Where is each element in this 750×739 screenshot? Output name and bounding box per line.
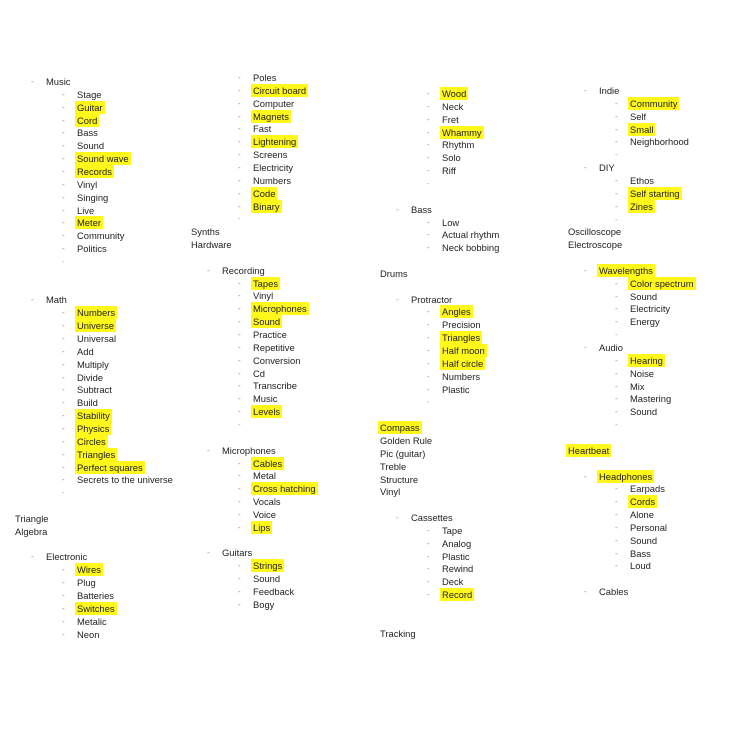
note-text: Precision xyxy=(442,319,481,331)
note-text: Cd xyxy=(253,367,265,379)
note-text: Community xyxy=(77,230,125,242)
bullet-icon: - xyxy=(238,394,241,404)
note-text: Universal xyxy=(77,333,117,344)
note-text: Sound xyxy=(630,290,658,302)
bullet-icon: - xyxy=(396,513,399,523)
highlighted-note-text: Wavelengths xyxy=(599,264,653,276)
bullet-icon: - xyxy=(238,291,241,301)
bullet-icon: - xyxy=(62,102,65,112)
highlighted-note-text: Code xyxy=(253,187,276,199)
bullet-icon: - xyxy=(427,564,430,574)
note-text: Low xyxy=(442,216,460,228)
bullet-icon: - xyxy=(615,330,618,340)
note-text: Neck xyxy=(442,100,464,112)
bullet-icon: - xyxy=(238,509,241,519)
bullet-icon: - xyxy=(62,603,65,613)
highlighted-note-text: Circles xyxy=(77,435,106,447)
bullet-icon: - xyxy=(62,321,65,331)
note-text: Neck bobbing xyxy=(442,242,500,254)
highlighted-note-text: Lightening xyxy=(253,136,297,148)
highlighted-note-text: Hearing xyxy=(630,354,663,366)
note-text: Plastic xyxy=(442,383,470,395)
bullet-icon: - xyxy=(238,497,241,507)
bullet-icon: - xyxy=(427,333,430,343)
bullet-icon: - xyxy=(238,368,241,378)
note-text: Electronic xyxy=(46,551,88,563)
bullet-icon: - xyxy=(62,578,65,588)
note-text: Bogy xyxy=(253,598,275,610)
bullet-icon: - xyxy=(238,471,241,481)
bullet-icon: - xyxy=(615,394,618,404)
note-text: Tracking xyxy=(380,627,416,639)
bullet-icon: - xyxy=(427,153,430,163)
bullet-icon: - xyxy=(584,86,587,95)
note-text: Multiply xyxy=(77,358,109,370)
highlighted-note-text: Community xyxy=(630,97,678,109)
bullet-icon: - xyxy=(238,419,241,429)
bullet-icon: - xyxy=(427,243,430,253)
note-text: Golden Rule xyxy=(380,434,433,446)
note-text: Build xyxy=(77,397,98,409)
highlighted-note-text: Magnets xyxy=(253,110,289,122)
highlighted-note-text: Numbers xyxy=(77,307,116,319)
highlighted-note-text: Guitar xyxy=(77,101,103,113)
highlighted-note-text: Wood xyxy=(442,88,467,99)
bullet-icon: - xyxy=(62,154,65,164)
bullet-icon: - xyxy=(238,561,241,571)
bullet-icon: - xyxy=(615,304,618,314)
bullet-icon: - xyxy=(62,231,65,241)
highlighted-note-text: Zines xyxy=(630,200,653,212)
highlighted-note-text: Perfect squares xyxy=(77,461,143,473)
bullet-icon: - xyxy=(62,89,65,99)
note-text: Treble xyxy=(380,460,407,472)
bullet-icon: - xyxy=(62,398,65,408)
bullet-icon: - xyxy=(62,115,65,125)
bullet-icon: - xyxy=(62,411,65,421)
bullet-icon: - xyxy=(427,307,430,317)
bullet-icon: - xyxy=(427,551,430,561)
note-text: Numbers xyxy=(253,174,292,186)
note-text: Subtract xyxy=(77,384,112,396)
note-text: Cables xyxy=(599,586,629,598)
note-text: Vinyl xyxy=(253,290,274,302)
bullet-icon: - xyxy=(615,188,618,198)
note-text: Sound xyxy=(630,406,658,418)
note-text: Energy xyxy=(630,316,660,328)
note-text: Loud xyxy=(630,560,651,572)
bullet-icon: - xyxy=(238,317,241,327)
bullet-icon: - xyxy=(427,358,430,368)
bullet-icon: - xyxy=(238,484,241,494)
bullet-icon: - xyxy=(238,175,241,185)
note-text: Hardware xyxy=(191,239,232,250)
note-text: Feedback xyxy=(253,586,295,597)
bullet-icon: - xyxy=(427,371,430,381)
highlighted-note-text: Physics xyxy=(77,422,110,434)
note-text: Computer xyxy=(253,97,295,109)
bullet-icon: - xyxy=(62,475,65,485)
note-text: Audio xyxy=(599,342,623,353)
note-text: Poles xyxy=(253,72,277,83)
highlighted-note-text: Half circle xyxy=(442,357,484,369)
highlighted-note-text: Cords xyxy=(630,496,656,508)
bullet-icon: - xyxy=(615,561,618,571)
bullet-icon: - xyxy=(62,385,65,395)
note-text: Noise xyxy=(630,367,654,379)
note-text: Electricity xyxy=(630,303,671,315)
note-text: Algebra xyxy=(15,525,48,537)
note-text: Neon xyxy=(77,628,100,640)
note-text: Mix xyxy=(630,380,645,392)
bullet-icon: - xyxy=(238,574,241,584)
bullet-icon: - xyxy=(396,204,399,214)
highlighted-note-text: Cord xyxy=(77,114,98,126)
note-text: Personal xyxy=(630,521,668,533)
bullet-icon: - xyxy=(615,510,618,520)
highlighted-note-text: Sound xyxy=(253,316,281,328)
bullet-icon: - xyxy=(427,384,430,394)
note-text: Tape xyxy=(442,524,463,536)
note-text: Vocals xyxy=(253,496,281,508)
note-text: Fast xyxy=(253,123,272,135)
bullet-icon: - xyxy=(238,188,241,198)
bullet-icon: - xyxy=(238,201,241,211)
bullet-icon: - xyxy=(62,218,65,228)
note-text: Stage xyxy=(77,88,102,100)
bullet-icon: - xyxy=(615,214,618,224)
note-text: Music xyxy=(46,76,71,87)
note-text: Electroscope xyxy=(568,239,623,251)
bullet-icon: - xyxy=(427,577,430,587)
bullet-icon: - xyxy=(62,372,65,382)
note-text: Bass xyxy=(411,203,432,215)
note-text: Voice xyxy=(253,508,276,520)
highlighted-note-text: Record xyxy=(442,589,473,601)
note-text: Mastering xyxy=(630,393,672,405)
bullet-icon: - xyxy=(427,538,430,548)
bullet-icon: - xyxy=(615,201,618,211)
bullet-icon: - xyxy=(62,423,65,433)
bullet-icon: - xyxy=(427,230,430,240)
note-text: Divide xyxy=(77,371,104,383)
bullet-icon: - xyxy=(238,407,241,417)
bullet-icon: - xyxy=(62,205,65,215)
bullet-icon: - xyxy=(615,368,618,378)
note-text: Batteries xyxy=(77,590,114,601)
bullet-icon: - xyxy=(427,179,430,188)
note-text: Screens xyxy=(253,149,288,161)
highlighted-note-text: Wires xyxy=(77,564,101,576)
bullet-icon: - xyxy=(238,599,241,609)
bullet-icon: - xyxy=(238,98,241,108)
bullet-icon: - xyxy=(584,163,587,173)
bullet-icon: - xyxy=(238,73,241,82)
bullet-icon: - xyxy=(615,278,618,288)
note-text: Triangle xyxy=(15,512,49,524)
bullet-icon: - xyxy=(62,192,65,202)
bullet-icon: - xyxy=(62,256,65,266)
bullet-icon: - xyxy=(207,265,210,275)
highlighted-note-text: Circuit board xyxy=(253,84,307,96)
bullet-icon: - xyxy=(238,381,241,391)
note-text: Plug xyxy=(77,577,96,589)
note-text: Sound xyxy=(253,573,281,585)
note-text: Riff xyxy=(442,165,456,177)
bullet-icon: - xyxy=(427,590,430,600)
bullet-icon: - xyxy=(584,587,587,597)
bullet-icon: - xyxy=(238,304,241,314)
note-text: Add xyxy=(77,345,94,357)
highlighted-note-text: Universe xyxy=(77,320,114,332)
note-text: Sound xyxy=(630,534,658,546)
bullet-icon: - xyxy=(615,98,618,108)
bullet-icon: - xyxy=(62,565,65,575)
highlighted-note-text: Tapes xyxy=(253,277,279,289)
note-text: Live xyxy=(77,204,95,216)
note-text: Analog xyxy=(442,537,472,549)
note-text: Electricity xyxy=(253,162,294,173)
highlighted-note-text: Stability xyxy=(77,410,110,422)
note-text: Earpads xyxy=(630,483,665,495)
note-text: Metalic xyxy=(77,615,107,627)
note-text: Bass xyxy=(630,547,651,559)
note-text: Drums xyxy=(380,267,408,279)
note-text: Metal xyxy=(253,470,276,482)
note-text: Numbers xyxy=(442,370,481,382)
bullet-icon: - xyxy=(615,420,618,430)
bullet-icon: - xyxy=(62,179,65,189)
highlighted-note-text: Angles xyxy=(442,306,471,318)
bullet-icon: - xyxy=(62,141,65,151)
note-text: Sound xyxy=(77,140,105,152)
note-text: Vinyl xyxy=(380,486,401,498)
bullet-icon: - xyxy=(615,497,618,507)
bullet-icon: - xyxy=(62,244,65,253)
highlighted-note-text: Cables xyxy=(253,457,283,469)
bullet-icon: - xyxy=(615,291,618,301)
bullet-icon: - xyxy=(615,150,618,160)
note-text: Secrets to the universe xyxy=(77,474,173,486)
highlighted-note-text: Small xyxy=(630,123,654,135)
bullet-icon: - xyxy=(238,458,241,468)
note-text: Synths xyxy=(191,226,220,238)
highlighted-note-text: Strings xyxy=(253,560,283,572)
note-text: Rhythm xyxy=(442,139,475,151)
bullet-icon: - xyxy=(615,381,618,391)
bullet-icon: - xyxy=(62,308,65,318)
bullet-icon: - xyxy=(427,114,430,124)
bullet-icon: - xyxy=(615,111,618,121)
bullet-icon: - xyxy=(238,137,241,147)
note-text: Protractor xyxy=(411,293,453,305)
bullet-icon: - xyxy=(238,214,241,224)
highlighted-note-text: Color spectrum xyxy=(630,277,694,289)
highlighted-note-text: Triangles xyxy=(442,332,481,344)
highlighted-note-text: Binary xyxy=(253,200,280,212)
bullet-icon: - xyxy=(62,462,65,472)
note-text: Self xyxy=(630,110,647,122)
highlighted-note-text: Compass xyxy=(380,422,420,434)
bullet-icon: - xyxy=(62,167,65,176)
bullet-icon: - xyxy=(238,522,241,532)
note-text: Bass xyxy=(77,127,98,139)
bullet-icon: - xyxy=(615,124,618,134)
bullet-icon: - xyxy=(615,407,618,417)
note-text: Structure xyxy=(380,473,419,485)
note-text: Singing xyxy=(77,191,109,203)
bullet-icon: - xyxy=(238,150,241,160)
bullet-icon: - xyxy=(62,629,65,639)
bullet-icon: - xyxy=(62,359,65,369)
bullet-icon: - xyxy=(238,163,241,172)
highlighted-note-text: Heartbeat xyxy=(568,444,610,456)
bullet-icon: - xyxy=(238,124,241,134)
bullet-icon: - xyxy=(238,85,241,95)
highlighted-note-text: Sound wave xyxy=(77,153,129,165)
note-text: Politics xyxy=(77,243,107,254)
bullet-icon: - xyxy=(207,445,210,455)
note-text: Ethos xyxy=(630,175,654,186)
bullet-icon: - xyxy=(427,397,430,407)
bullet-icon: - xyxy=(615,522,618,532)
note-text: Neighborhood xyxy=(630,136,689,148)
note-text: Vinyl xyxy=(77,178,98,190)
note-text: Solo xyxy=(442,152,461,164)
note-text: Deck xyxy=(442,576,464,588)
bullet-icon: - xyxy=(62,334,65,343)
highlighted-note-text: Meter xyxy=(77,217,101,229)
bullet-icon: - xyxy=(396,294,399,304)
note-text: Conversion xyxy=(253,354,301,366)
bullet-icon: - xyxy=(62,488,65,498)
highlighted-note-text: Lips xyxy=(253,521,271,533)
note-text: Rewind xyxy=(442,563,474,575)
note-text: Guitars xyxy=(222,547,253,559)
highlighted-note-text: Triangles xyxy=(77,448,116,460)
highlighted-note-text: Microphones xyxy=(253,303,307,315)
bullet-icon: - xyxy=(62,346,65,356)
bullet-icon: - xyxy=(31,295,34,305)
bullet-icon: - xyxy=(427,140,430,150)
bullet-icon: - xyxy=(427,101,430,111)
highlighted-note-text: Half moon xyxy=(442,345,485,356)
bullet-icon: - xyxy=(62,436,65,446)
bullet-icon: - xyxy=(207,548,210,558)
bullet-icon: - xyxy=(62,591,65,600)
bullet-icon: - xyxy=(238,278,241,288)
bullet-icon: - xyxy=(427,89,430,98)
bullet-icon: - xyxy=(427,166,430,176)
bullet-icon: - xyxy=(615,548,618,558)
bullet-icon: - xyxy=(615,137,618,147)
bullet-icon: - xyxy=(427,320,430,330)
note-text: Oscilloscope xyxy=(568,226,622,238)
bullet-icon: - xyxy=(238,111,241,121)
bullet-icon: - xyxy=(584,265,587,275)
note-text: Recording xyxy=(222,264,265,276)
note-text: Indie xyxy=(599,85,620,96)
bullet-icon: - xyxy=(31,77,34,86)
bullet-icon: - xyxy=(238,342,241,352)
note-text: Music xyxy=(253,393,278,405)
note-text: Math xyxy=(46,294,67,306)
bullet-icon: - xyxy=(62,449,65,459)
bullet-icon: - xyxy=(584,343,587,352)
note-text: Fret xyxy=(442,113,459,125)
bullet-icon: - xyxy=(584,471,587,481)
highlighted-note-text: Headphones xyxy=(599,470,653,482)
note-text: Actual rhythm xyxy=(442,229,500,241)
note-text: Plastic xyxy=(442,550,470,562)
bullet-icon: - xyxy=(62,616,65,626)
bullet-icon: - xyxy=(615,535,618,545)
highlighted-note-text: Cross hatching xyxy=(253,483,316,495)
bullet-icon: - xyxy=(615,355,618,365)
note-text: Practice xyxy=(253,329,287,340)
bullet-icon: - xyxy=(238,330,241,339)
note-text: Alone xyxy=(630,509,654,521)
highlighted-note-text: Levels xyxy=(253,406,281,418)
bullet-icon: - xyxy=(238,587,241,596)
bullet-icon: - xyxy=(615,176,618,185)
note-text: Microphones xyxy=(222,444,276,456)
bullet-icon: - xyxy=(615,317,618,327)
highlighted-note-text: Whammy xyxy=(442,126,482,138)
note-text: Pic (guitar) xyxy=(380,447,426,459)
note-text: Repetitive xyxy=(253,341,295,353)
bullet-icon: - xyxy=(31,552,34,562)
highlighted-note-text: Records xyxy=(77,166,112,177)
bullet-icon: - xyxy=(427,127,430,137)
note-text: DIY xyxy=(599,162,615,174)
bullet-icon: - xyxy=(238,355,241,365)
bullet-icon: - xyxy=(62,128,65,138)
note-text: Cassettes xyxy=(411,512,453,524)
bullet-icon: - xyxy=(427,525,430,535)
highlighted-note-text: Self starting xyxy=(630,187,680,199)
note-text: Transcribe xyxy=(253,380,297,392)
bullet-icon: - xyxy=(615,484,618,494)
bullet-icon: - xyxy=(427,346,430,355)
highlighted-note-text: Switches xyxy=(77,602,115,614)
bullet-icon: - xyxy=(427,217,430,227)
